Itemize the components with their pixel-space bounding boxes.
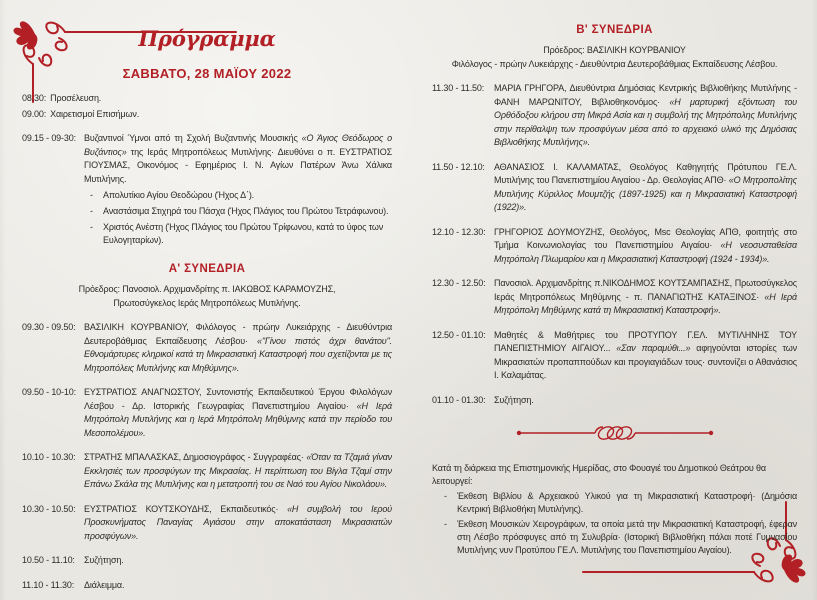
text-segment: ΑΘΑΝΑΣΙΟΣ Ι. ΚΑΛΑΜΑΤΑΣ, Θεολόγος Καθηγητής Πρότυπου ΓΕ.Λ. Μυτιλήνης του Πανεπιστημίου Αιγαίου - Δρ. Θεολογίας ΑΠΘ·: [494, 161, 797, 186]
text-segment: ΕΥΣΤΡΑΤΙΟΣ ΑΝΑΓΝΩΣΤΟΥ, Συντονιστής Εκπαιδευτικού Έργου Φιλολόγων Λέσβου - Δρ. Ιστορικής Γεωγραφίας Πανεπιστημίου Αιγαίου·: [84, 387, 392, 411]
text-segment: Κατά τη διάρκεια της Επιστημονικής Ημερίδας, στο Φουαγιέ του Δημοτικού Θεάτρου θα λειτουργεί:: [432, 463, 766, 487]
text-segment: Απολυτίκιο Αγίου Θεοδώρου (Ήχος Δ΄).: [103, 190, 255, 200]
item-text: [494, 82, 797, 150]
text-segment: Συζήτηση.: [84, 555, 124, 566]
item-text: [494, 161, 797, 215]
time-label: 08.30:: [22, 93, 47, 103]
item-text: [84, 579, 392, 593]
text-segment: «Όταν τα Τζαμιά γίναν Εκκλησιές των προσφύγων της Μικρασίας. Η περίπτωση του Βίγλα Τζαμί στην Επάνω Σκάλα της Μυτιλήνης και η μετατροπή του σε Ναό του Αγίου Νικολάου».: [84, 452, 393, 490]
schedule-item-row: [22, 451, 392, 492]
text-segment: Μαθητές & Μαθήτριες του ΠΡΟΤΥΠΟΥ Γ.ΕΛ. ΜΥΤΙΛΗΝΗΣ ΤΟΥ ΠΑΝΕΠΙΣΤΗΜΙΟΥ ΑΙΓΑΙΟΥ...: [494, 329, 797, 354]
footer-bullet: [444, 518, 797, 557]
item-text: [50, 92, 392, 106]
time-label: 11.30 - 11.50:: [432, 83, 485, 94]
item-text: [84, 132, 392, 186]
text-segment: Πρόεδρος: Πανοσιολ. Αρχιμανδρίτης π. ΙΑΚΩΒΟΣ ΚΑΡΑΜΟΥΖΗΣ,: [78, 284, 336, 295]
time-label: 10.30 - 10.50:: [22, 503, 76, 514]
text-segment: ΒΑΣΙΛΙΚΗ ΚΟΥΡΒΑΝΙΟΥ, Φιλόλογος - πρώην Λυκειάρχης - Διευθύντρια Δευτεροβάθμιας Εκπαίδευσης Λέσβου·: [84, 322, 392, 346]
schedule-item-row: [22, 132, 392, 186]
chair-line: [432, 44, 797, 57]
schedule-item: [432, 277, 797, 318]
chair-line: [432, 58, 797, 71]
schedule-item: [432, 394, 797, 408]
session-heading: Α' ΣΥΝΕΔΡΙΑ: [168, 263, 246, 276]
schedule-item-row: [432, 161, 797, 215]
text-segment: «Η συμβολή του Ιερού Προσκυνήματος Παναγίας Αγιάσου στην αποκατάσταση Μικρασιατών προσφύγων».: [84, 503, 392, 541]
bullet-text: [457, 490, 797, 516]
schedule-item: [432, 82, 797, 150]
text-segment: «Η μαρτυρική εξόντωση του Ορθόδοξου κλήρου στη Μικρά Ασία και η συμβολή της Μητρόπολης Μυτιλήνης στην περίθαλψη των προσφύγων μέσα από το αρχειακό υλικό της Δημόσιας Βιβλιοθήκης Μυτιλήνης».: [494, 96, 797, 148]
schedule-item-row: [22, 386, 392, 440]
bullet-dash: -: [444, 491, 447, 502]
left-schedule: [22, 92, 392, 592]
item-text: [84, 451, 392, 492]
text-segment: «Η νεοσυσταθείσα Μητρόπολη Πλωμαρίου και η Μικρασιατική Καταστροφή (1924 - 1934)».: [494, 240, 797, 264]
text-segment: Πρωτοσύγκελος Ιεράς Μητροπόλεως Μυτιλήνης.: [113, 298, 301, 309]
schedule-item-row: [432, 277, 797, 318]
text-segment: Πρόεδρος: ΒΑΣΙΛΙΚΗ ΚΟΥΡΒΑΝΙΟΥ: [543, 45, 686, 55]
schedule-item-row: [432, 329, 797, 383]
bullet-dash: -: [90, 222, 93, 233]
text-segment: ΣΤΡΑΤΗΣ ΜΠΑΛΑΣΚΑΣ, Δημοσιογράφος - Συγγραφέας·: [84, 452, 307, 463]
item-text: [84, 554, 392, 568]
footer-intro: [432, 462, 797, 488]
bullet-item: [90, 221, 392, 247]
time-label: 09.00:: [22, 108, 47, 119]
text-segment: «Σαν παραμύθι...»: [616, 343, 691, 354]
text-segment: «Η Ιερά Μητρόπολη Μηθύμνης κατά τη Μικρασιατική Καταστροφή».: [494, 291, 797, 316]
page-left: [0, 0, 408, 600]
text-segment: της Ιεράς Μητροπόλεως Μυτιλήνης· Διευθύνει ο π. ΕΥΣΤΡΑΤΙΟΣ ΓΙΟΥΣΜΑΣ, Οικονόμος - Εφημέριος Ι. Ν. Αγίων Πατέρων Άνω Χάλικα Μυτιλήνης.: [84, 146, 392, 184]
bullet-dash: -: [90, 190, 93, 200]
bullet-text: [457, 518, 797, 557]
schedule-item-row: [432, 82, 797, 150]
schedule-item: [432, 161, 797, 215]
time-label: 11.50 - 12.10:: [432, 161, 485, 172]
text-segment: Βυζαντινοί Ύμνοι από τη Σχολή Βυζαντινής Μουσικής: [84, 133, 302, 143]
text-segment: Χριστός Ανέστη (Ήχος Πλάγιος του Πρώτου Τρίφωνου, κατά το ύφος των Ευλογηταρίων).: [103, 222, 384, 246]
bullet-text: [103, 189, 392, 202]
schedule-item: [22, 554, 392, 568]
section-divider-ornament: [515, 422, 715, 449]
bullet-item: [90, 189, 392, 202]
text-segment: «Η Ιερά Μητρόπολη Μυτιλήνης και η Ιερά Μητρόπολη Μηθύμνης κατά την περίοδο του Μεσοπολέμου».: [84, 400, 392, 438]
text-segment: Αναστάσιμα Στιχηρά του Πάσχα (Ήχος Πλάγιος του Πρώτου Τετράφωνου).: [103, 206, 389, 217]
text-segment: Έκθεση Μουσικών Χειρογράφων, τα οποία μετά την Μικρασιατική Καταστροφή, έφεραν στη Λέσβο πρόσφυγες από τη Συλυβρία· (Ιστορική Βιβλιοθήκη πάλαι ποτέ Γυμνασίου Μυτιλήνης νυν Προτύπου ΓΕ.Λ. Μυτιλήνης του Πανεπιστημίου Αιγαίου).: [457, 519, 797, 556]
schedule-item: [22, 321, 392, 375]
schedule-item: [432, 329, 797, 383]
schedule-item: [22, 108, 392, 122]
chair-line: [22, 297, 392, 310]
text-segment: ΕΥΣΤΡΑΤΙΟΣ ΚΟΥΤΣΚΟΥΔΗΣ, Εκπαιδευτικός·: [84, 503, 288, 514]
text-segment: ΓΡΗΓΟΡΙΟΣ ΔΟΥΜΟΥΖΗΣ, Θεολόγος, Msc Θεολογίας ΑΠΘ, φοιτητής στο Τμήμα Κοινωνιολογίας του Πανεπιστημίου Αιγαίου·: [494, 226, 797, 251]
time-label: 09.15 - 09-30:: [22, 133, 76, 143]
schedule-item: [22, 386, 392, 440]
time-label: 11.10 - 11.30:: [22, 579, 75, 590]
schedule-item-row: [22, 321, 392, 375]
text-segment: «Ο Μητροπολίτης Μυτιλήνης Κύριλλος Μουμτζής (1897-1925) και η Μικρασιατική Καταστροφή (1922)».: [494, 175, 797, 213]
chair-line: [22, 283, 392, 296]
item-text: [84, 321, 392, 375]
item-text: [84, 503, 392, 544]
text-segment: Χαιρετισμοί Επισήμων.: [50, 108, 140, 119]
text-segment: «Ο Άγιος Θεόδωρος ο Βυζάντιος»: [84, 133, 393, 157]
text-segment: «"Γίνου πιστός άχρι θανάτου". Εθνομάρτυρες κληρικοί κατά τη Μικρασιατική Καταστροφή που σχετίζονται με τις Μητροπόλεις Μυτιλήνης και Μηθύμνης».: [84, 335, 392, 373]
bullet-dash: -: [444, 519, 447, 530]
item-text: [50, 108, 392, 122]
time-label: 10.10 - 10.30:: [22, 452, 76, 463]
time-label: 09.50 - 10-10:: [22, 387, 76, 398]
text-segment: Συζήτηση.: [494, 394, 534, 405]
text-segment: Φιλόλογος - πρώην Λυκειάρχης - Διευθύντρια Δευτεροβάθμιας Εκπαίδευσης Λέσβου.: [451, 59, 778, 70]
item-text: [494, 394, 797, 408]
bullet-item: [90, 205, 392, 218]
bullet-text: [103, 221, 392, 247]
item-text: [494, 226, 797, 267]
time-label: 01.10 - 01.30:: [432, 394, 486, 405]
event-date: ΣΑΒΒΑΤΟ, 28 ΜΑΪΟΥ 2022: [122, 66, 292, 81]
schedule-item: [22, 92, 392, 106]
schedule-item: [22, 579, 392, 593]
scroll-divider-icon: [515, 422, 715, 444]
item-text: [84, 386, 392, 440]
schedule-item: [22, 132, 392, 247]
right-schedule: [432, 24, 797, 557]
time-label: 09.30 - 09.50:: [22, 322, 76, 333]
item-text: [494, 329, 797, 383]
bullet-text: [103, 205, 392, 218]
schedule-item: [22, 503, 392, 544]
time-label: 12.10 - 12.30:: [432, 226, 486, 237]
text-segment: Διάλειμμα.: [84, 579, 125, 590]
text-segment: αφηγούνται ιστορίες των Μικρασιατών προπαππούδων και προγιαγιάδων τους· συντονίζει ο Αθανάσιος Ι. Καλαμάτας.: [494, 343, 798, 381]
page-title: Πρόγραμμα: [138, 26, 276, 51]
schedule-item-row: [432, 226, 797, 267]
footer-bullet: [444, 490, 797, 516]
session-heading: Β' ΣΥΝΕΔΡΙΑ: [576, 24, 653, 36]
text-segment: Πανοσιολ. Αρχιμανδρίτης π.ΝΙΚΟΔΗΜΟΣ ΚΟΥΤΣΑΜΠΑΣΗΣ, Πρωτοσύγκελος Ιεράς Μητροπόλεως Μηθύμνης - π. ΠΑΝΑΓΙΩΤΗΣ ΚΑΤΑΞΙΝΟΣ·: [494, 278, 797, 302]
time-label: 12.30 - 12.50:: [432, 278, 486, 289]
schedule-item-row: [22, 554, 392, 568]
time-label: 10.50 - 11.10:: [22, 555, 75, 566]
text-segment: Προσέλευση.: [50, 93, 102, 103]
schedule-item: [432, 226, 797, 267]
schedule-item-row: [22, 503, 392, 544]
schedule-item-row: [432, 394, 797, 408]
time-label: 12.50 - 01.10:: [432, 329, 486, 340]
item-text: [494, 277, 797, 318]
bullet-dash: -: [90, 206, 93, 217]
text-segment: Έκθεση Βιβλίου & Αρχειακού Υλικού για τη Μικρασιατική Καταστροφή· (Δημόσια Κεντρική Βιβλιοθήκη Μυτιλήνης).: [457, 491, 797, 515]
schedule-item: [22, 451, 392, 492]
page-right: [408, 0, 817, 600]
text-segment: ΜΑΡΙΑ ΓΡΗΓΟΡΑ, Διευθύντρια Δημόσιας Κεντρικής Βιβλιοθήκης Μυτιλήνης - ΦΑΝΗ ΜΑΡΩΝΙΤΟΥ, Βιβλιοθηκονόμος·: [494, 83, 797, 107]
schedule-item-row: [22, 579, 392, 593]
